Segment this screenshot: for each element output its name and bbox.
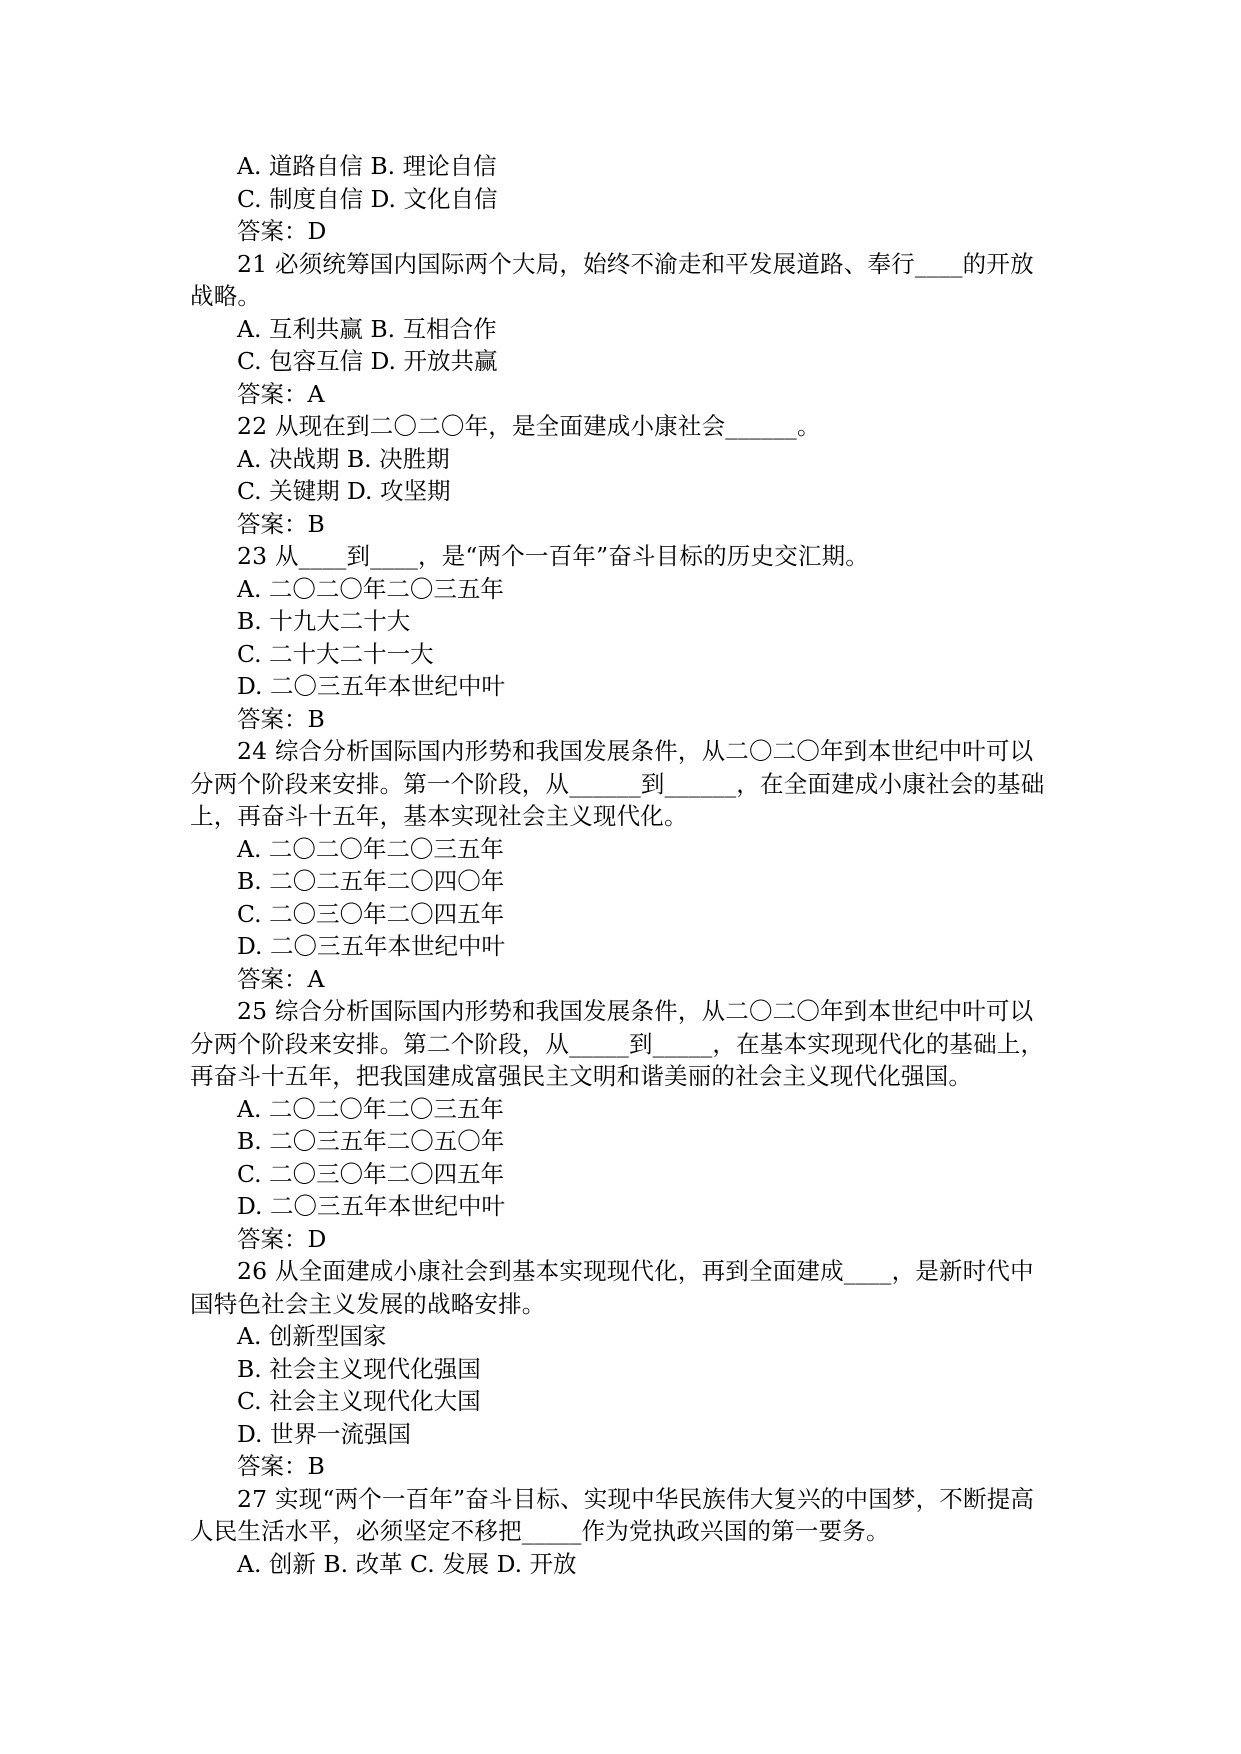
question-stem: 22 从现在到二〇二〇年，是全面建成小康社会______。 [237, 412, 821, 440]
option-line: C. 二〇三〇年二〇四五年 [237, 1159, 505, 1188]
option-line: D. 二〇三五年本世纪中叶 [237, 672, 505, 700]
option-line: D. 二〇三五年本世纪中叶 [237, 932, 505, 960]
option-line: B. 十九大二十大 [237, 607, 411, 635]
question-24 [190, 735, 1050, 995]
question-stem: 26 从全面建成小康社会到基本实现现代化，再到全面建成____，是新时代中国特色社会主义发展的战略安排。 [190, 1257, 1034, 1318]
question-27 [190, 1483, 1050, 1581]
option-line: C. 制度自信 D. 文化自信 [237, 184, 498, 213]
option-line: C. 关键期 D. 攻坚期 [237, 477, 451, 505]
answer-line: 答案：A [237, 379, 325, 408]
lead-block [190, 150, 1050, 248]
answer-line: 答案：D [237, 1224, 327, 1253]
option-line: C. 包容互信 D. 开放共赢 [237, 347, 498, 375]
answer-line: 答案：D [237, 217, 327, 245]
option-line: B. 社会主义现代化强国 [237, 1354, 481, 1383]
question-25 [190, 995, 1050, 1255]
option-line: C. 社会主义现代化大国 [237, 1387, 481, 1415]
question-stem: 25 综合分析国际国内形势和我国发展条件，从二〇二〇年到本世纪中叶可以分两个阶段来安排。第二个阶段，从_____到_____，在基本实现现代化的基础上，再奋斗十五年，把我国建成富强民主文明和谐美丽的社会主义现代化强国。 [190, 997, 1045, 1090]
question-list [190, 150, 1050, 1580]
option-line: B. 二〇二五年二〇四〇年 [237, 867, 505, 895]
question-21 [190, 248, 1050, 411]
question-stem: 27 实现“两个一百年”奋斗目标、实现中华民族伟大复兴的中国梦，不断提高人民生活水平，必须坚定不移把_____作为党执政兴国的第一要务。 [190, 1484, 1035, 1545]
option-line: A. 二〇二〇年二〇三五年 [237, 1094, 504, 1123]
question-stem: 24 综合分析国际国内形势和我国发展条件，从二〇二〇年到本世纪中叶可以分两个阶段来安排。第一个阶段，从______到______，在全面建成小康社会的基础上，再奋斗十五年，基本实现社会主义现代化。 [190, 737, 1045, 830]
answer-line: 答案：B [237, 1452, 325, 1480]
option-line: A. 决战期 B. 决胜期 [237, 444, 450, 473]
answer-line: 答案：B [237, 509, 325, 538]
option-line: B. 二〇三五年二〇五〇年 [237, 1127, 505, 1155]
option-line: A. 创新 B. 改革 C. 发展 D. 开放 [237, 1549, 577, 1578]
option-line: C. 二十大二十一大 [237, 639, 434, 668]
answer-line: 答案：B [237, 704, 325, 733]
option-line: A. 道路自信 B. 理论自信 [237, 152, 497, 180]
question-26 [190, 1255, 1050, 1483]
option-line: A. 二〇二〇年二〇三五年 [237, 834, 504, 863]
question-23 [190, 540, 1050, 735]
option-line: C. 二〇三〇年二〇四五年 [237, 899, 505, 928]
option-line: A. 互利共赢 B. 互相合作 [237, 314, 497, 343]
option-line: A. 创新型国家 [237, 1322, 387, 1350]
question-stem: 23 从____到____，是“两个一百年”奋斗目标的历史交汇期。 [237, 542, 869, 570]
option-line: D. 世界一流强国 [237, 1419, 411, 1448]
question-22 [190, 410, 1050, 540]
question-stem: 21 必须统筹国内国际两个大局，始终不渝走和平发展道路、奉行____的开放战略。 [190, 249, 1034, 310]
option-line: D. 二〇三五年本世纪中叶 [237, 1192, 505, 1220]
option-line: A. 二〇二〇年二〇三五年 [237, 574, 504, 603]
answer-line: 答案：A [237, 964, 325, 993]
